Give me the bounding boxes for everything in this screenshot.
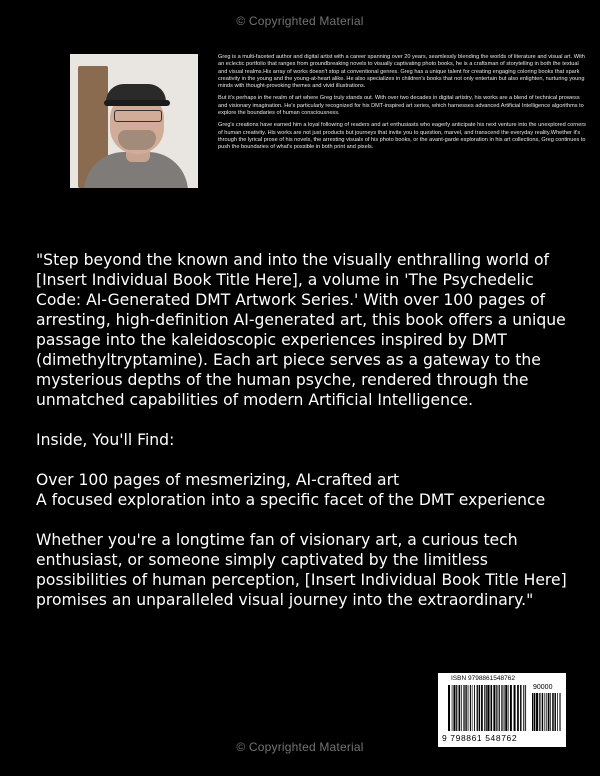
barcode-bar [536, 693, 538, 731]
feature-item: Over 100 pages of mesmerizing, AI-crafted art [36, 471, 400, 489]
author-photo [70, 54, 198, 188]
barcode-bar [557, 693, 558, 731]
barcode-bar [508, 685, 509, 731]
barcode-bar [544, 693, 545, 731]
barcode-bar [501, 685, 502, 731]
feature-item: A focused exploration into a specific facet of the DMT experience [36, 491, 546, 509]
barcode-bar [470, 685, 471, 731]
copyright-watermark-top: © Copyrighted Material [236, 14, 364, 28]
barcode-bar [493, 685, 495, 731]
blurb-closing: Whether you're a longtime fan of visionary art, a curious tech enthusiast, or someone simply captivated by the limitless possibilities of human perception, [Insert Individual Book Title Here] promises an unparalleled visual journey into the extraordinary." [36, 531, 567, 609]
barcode-bar [532, 693, 533, 731]
barcode-bar [479, 685, 480, 731]
barcode-bar [486, 685, 487, 731]
barcode-bar [499, 685, 500, 731]
isbn-label: ISBN 9798861548762 [451, 675, 515, 682]
barcode-bar [459, 685, 461, 731]
photo-cap-brim [104, 100, 170, 106]
barcode-bar [559, 693, 560, 731]
barcode-bar [461, 685, 462, 731]
barcode-bar [465, 685, 466, 731]
bio-paragraph-1: Greg is a multi-faceted author and digital artist with a career spanning over 20 years, seamlessly blending the worlds of literature and visual art. With an eclectic portfolio that ranges from groundbreaking novels to visually captivating photo books, he is a craftsman of storytelling in both the textual and visual realms.His array of works doesn't stop at conventional genres. Greg has a unique talent for creating engaging coloring books that spark creativity in the young and the young-at-heart alike. He also specializes in children's books that not only entertain but also enlighten, nurturing young minds with thought-provoking themes and vivid illustrations. [218, 54, 585, 90]
bio-paragraph-3: Greg's creations have earned him a loyal following of readers and art enthusiasts who eagerly anticipate his next venture into the unexplored corners of human creativity. His works are not just products but journeys that invite you to question, marvel, and transcend the everyday reality.Whether it's through the lyrical prose of his novels, the arresting visuals of his photo books, or the avant-garde exploration in his art collections, Greg continues to push the boundaries of what's possible in both print and pixels. [218, 122, 586, 151]
barcode-bar [468, 685, 469, 731]
inside-heading: Inside, You'll Find: [36, 431, 175, 449]
barcode-bar [546, 693, 547, 731]
book-blurb [36, 250, 570, 610]
barcode-bar [550, 693, 551, 731]
barcode-bar [510, 685, 512, 731]
photo-glasses [114, 110, 162, 122]
barcode-bar [448, 685, 450, 731]
bio-paragraph-2: But it's perhaps in the realm of art where Greg truly stands out. With over two decades in digital artistry, his works are a blend of technical prowess and visionary imagination. He's particularly recognized for his DMT-inspired art series, which harnesses advanced Artificial Intelligence algorithms to explore the boundaries of human consciousness. [218, 95, 584, 117]
barcode-bar [523, 685, 524, 731]
barcode-bar [505, 685, 507, 731]
barcode-bar [534, 693, 536, 731]
barcode-bar [477, 685, 478, 731]
barcode-bars [448, 685, 528, 731]
barcode-bar [472, 685, 473, 731]
barcode-bar [539, 693, 540, 731]
barcode-bar [525, 685, 526, 731]
barcode-bar [548, 693, 550, 731]
barcode-bar [542, 693, 543, 731]
barcode-bar [514, 685, 516, 731]
barcode-bar [481, 685, 483, 731]
isbn-barcode [438, 673, 566, 747]
barcode-bar [474, 685, 475, 731]
blurb-intro: "Step beyond the known and into the visually enthralling world of [Insert Individual Book Title Here], a volume in 'The Psychedelic Code: AI-Generated DMT Artwork Series.' With over 100 pages of arresting, high-definition AI-generated art, this book offers a unique passage into the kaleidoscopic experiences inspired by DMT (dimethyltryptamine). Each art piece serves as a gateway to the mysterious depths of the human psyche, rendered through the unmatched capabilities of modern Artificial Intelligence. [36, 251, 566, 409]
price-code: 90000 [533, 684, 553, 691]
barcode-number: 9 798861 548762 [442, 733, 518, 743]
barcode-bar [487, 685, 489, 731]
barcode-bar [520, 685, 521, 731]
barcode-bar [496, 685, 497, 731]
barcode-bar [456, 685, 457, 731]
barcode-bar [552, 693, 554, 731]
barcode-bar [484, 685, 485, 731]
barcode-bar [555, 693, 556, 731]
barcode-bar [463, 685, 464, 731]
barcode-bar [452, 685, 453, 731]
price-barcode-bars [532, 693, 562, 731]
barcode-bar [517, 685, 519, 731]
copyright-watermark-bottom: © Copyrighted Material [236, 740, 364, 754]
author-bio [218, 54, 586, 157]
barcode-bar [504, 685, 505, 731]
barcode-bar [453, 685, 455, 731]
barcode-bar [491, 685, 493, 731]
photo-beard [118, 130, 156, 150]
